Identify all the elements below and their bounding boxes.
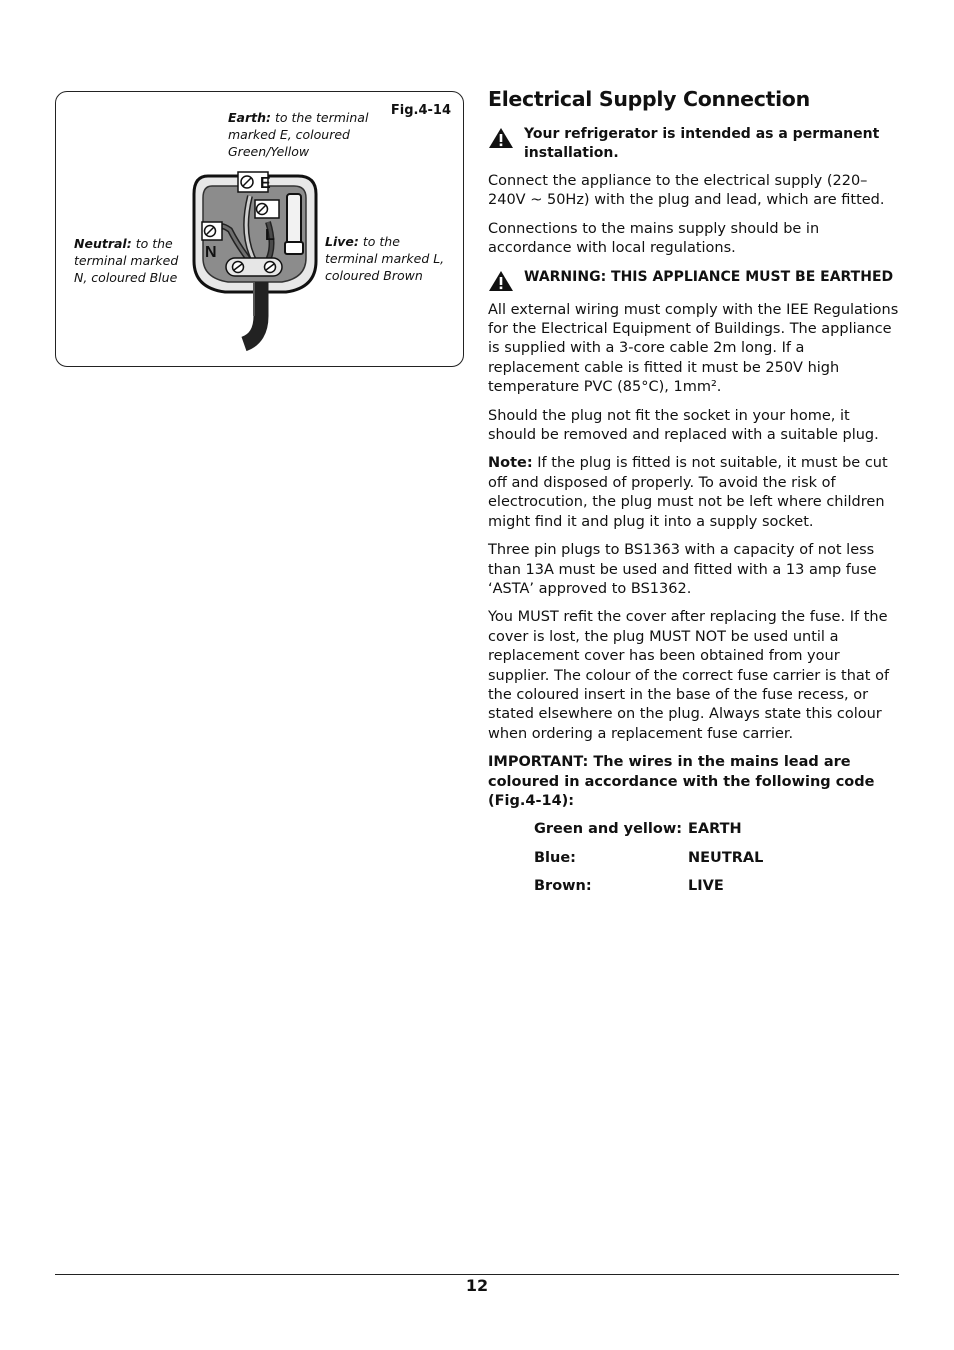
wire-function: LIVE bbox=[688, 878, 724, 895]
terminal-l-label: L bbox=[265, 227, 275, 244]
plug-wiring-diagram bbox=[188, 166, 323, 356]
warning-permanent bbox=[488, 125, 900, 163]
warning-earthed bbox=[488, 268, 900, 292]
paragraph-three-pin: Three pin plugs to BS1363 with a capacity of not less than 13A must be used and fitted with a 13 amp fuse ‘ASTA’ approved to BS1362. bbox=[488, 542, 877, 597]
neutral-callout bbox=[74, 235, 194, 286]
wire-function: EARTH bbox=[688, 821, 742, 838]
earth-callout bbox=[228, 109, 378, 160]
warning-triangle-icon bbox=[488, 127, 514, 149]
live-callout bbox=[325, 233, 450, 284]
paragraph-note bbox=[488, 454, 900, 532]
wire-function: NEUTRAL bbox=[688, 849, 764, 866]
live-term: Live: bbox=[325, 234, 359, 249]
color-code-row bbox=[534, 849, 900, 878]
warning-permanent-text: Your refrigerator is intended as a permanent installation. bbox=[524, 126, 880, 161]
wire-color: Brown: bbox=[534, 878, 592, 895]
earth-text: to the terminal marked E, coloured Green/Yellow bbox=[228, 110, 369, 159]
warning-earthed-text: WARNING: THIS APPLIANCE MUST BE EARTHED bbox=[524, 268, 894, 285]
figure-label: Fig.4-14 bbox=[390, 103, 451, 118]
color-code-row bbox=[534, 877, 900, 906]
terminal-n-label: N bbox=[205, 244, 217, 261]
paragraph-iee: All external wiring must comply with the IEE Regulations for the Electrical Equipment of Buildings. The appliance is supplied with a 3-core cable 2m long. If a replacement cable is fitted it must be 250V high temperature PVC (85°C), 1mm². bbox=[488, 301, 899, 396]
figure-box bbox=[55, 91, 464, 367]
note-text: If the plug is fitted is not suitable, it must be cut off and disposed of properly. To avoid the risk of electrocution, the plug must not be left where children might find it and plug it into a supply socket. bbox=[488, 455, 888, 530]
terminal-e-label: E bbox=[260, 175, 271, 192]
section-title: Electrical Supply Connection bbox=[488, 87, 810, 111]
wire-color: Green and yellow: bbox=[534, 821, 683, 838]
paragraph-regulations: Connections to the mains supply should be in accordance with local regulations. bbox=[488, 220, 820, 257]
neutral-text: to the terminal marked N, coloured Blue bbox=[74, 236, 179, 285]
paragraph-important: IMPORTANT: The wires in the mains lead are coloured in accordance with the following code (Fig.4-14): bbox=[488, 754, 875, 809]
paragraph-fuse-cover: You MUST refit the cover after replacing the fuse. If the cover is lost, the plug MUST NOT be used until a replacement cover has been obtained from your supplier. The colour of the correct fuse carrier is that of the coloured insert in the base of the fuse recess, or stated elsewhere on the plug. Always state this colour when ordering a replacement fuse carrier. bbox=[488, 609, 890, 742]
neutral-term: Neutral: bbox=[74, 236, 132, 251]
content-column bbox=[488, 86, 900, 906]
paragraph-supply: Connect the appliance to the electrical supply (220–240V ~ 50Hz) with the plug and lead, which are fitted. bbox=[488, 173, 885, 209]
note-label: Note: bbox=[488, 455, 533, 472]
wire-color: Blue: bbox=[534, 849, 576, 866]
color-code-table bbox=[534, 820, 900, 906]
earth-term: Earth: bbox=[228, 110, 272, 125]
warning-triangle-icon bbox=[488, 270, 514, 292]
page-number: 12 bbox=[465, 1276, 489, 1295]
live-text: to the terminal marked L, coloured Brown bbox=[325, 234, 445, 283]
paragraph-plug-fit: Should the plug not fit the socket in your home, it should be removed and replaced with a suitable plug. bbox=[488, 407, 879, 444]
footer-divider bbox=[55, 1274, 899, 1275]
color-code-row bbox=[534, 820, 900, 849]
